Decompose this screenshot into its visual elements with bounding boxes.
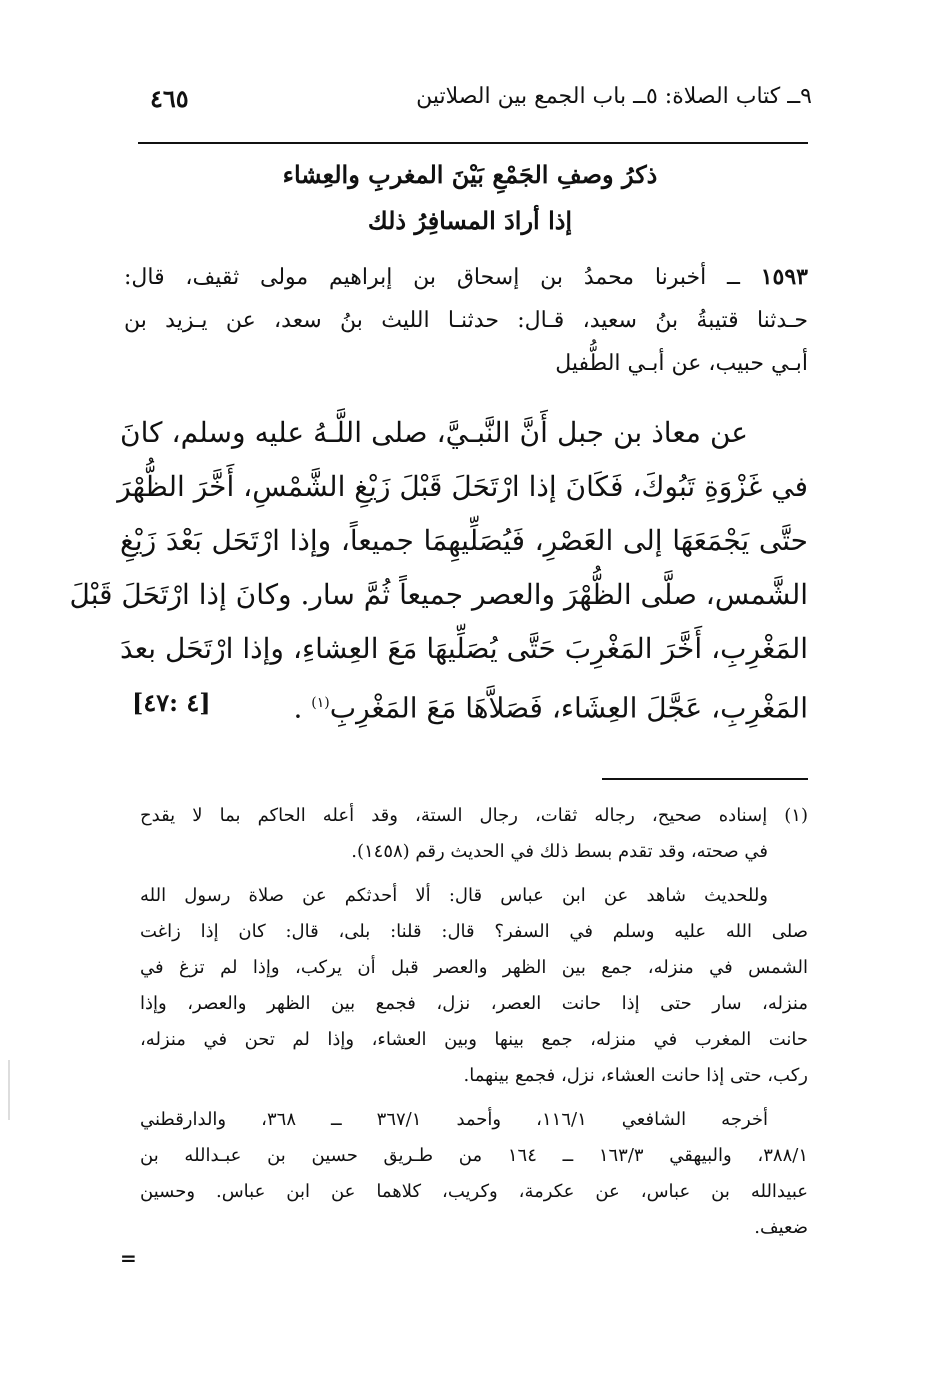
footnote-1-line-2: في صحته، وقد تقدم بسط ذلك في الحديث رقم (١٤٥٨). — [351, 841, 768, 862]
continuation-mark: = — [120, 1246, 137, 1270]
header-title: ٩ــ كتاب الصلاة: ٥ــ باب الجمع بين الصلاتين — [416, 84, 812, 109]
footnote-1-line-1: (١) إسناده صحيح، رجاله ثقات، رجال الستة، وقد أعله الحاكم بما لا يقدح — [140, 805, 808, 826]
header-rule — [138, 142, 808, 144]
matn-line-2: في غَزْوَةِ تَبُوكَ، فَكَانَ إذا ارْتَحَلَ قَبْلَ زَيْغِ الشَّمْسِ، أَخَّرَ الظُّهْرَ — [117, 470, 808, 503]
chain-line-2: حـدثنا قتيبةُ بنُ سعيد، قـال: حدثنـا الليث بنُ سعد، عن يـزيد بن — [124, 308, 808, 333]
chain-line-1 — [124, 256, 808, 299]
matn-line-6-text: المَغْرِبِ، عَجَّلَ العِشَاء، فَصَلاَّهَا مَعَ المَغْرِبِ — [329, 691, 808, 725]
hadith-reference: [٤ :٤٧] — [132, 688, 211, 717]
matn-line-6 — [120, 676, 808, 735]
takhrij-line-3: عبيدالله بن عباس، عن عكرمة، وكريب، كلاهما عن ابن عباس. وحسين — [140, 1181, 808, 1202]
hadith-text — [69, 406, 809, 735]
shahid-line-4: منزله، سار حتى إذا حانت العصر، نزل، فجمع بين الظهر والعصر، وإذا — [140, 993, 809, 1014]
footnote-1 — [140, 798, 808, 870]
matn-line-1: عن معاذ بن جبل أَنَّ النَّبـيَّ، صلى اللَّـهُ عليه وسلم، كانَ — [120, 416, 748, 449]
shahid-line-1: وللحديث شاهد عن ابن عباس قال: ألا أحدثكم عن صلاة رسول الله — [140, 885, 768, 906]
footnote-reference[interactable]: (١) — [311, 695, 330, 711]
section-heading — [140, 152, 800, 244]
footnotes — [140, 798, 808, 1254]
hadith-number: ١٥٩٣ — [760, 264, 808, 290]
chain-line-3: أبـي حبيب، عن أبـي الطُّفيل — [555, 351, 808, 376]
hadith-chain — [124, 256, 808, 385]
matn-line-5: المَغْرِبِ، أَخَّرَ المَغْرِبَ حَتَّى يُصَلِّيهَا مَعَ العِشاءِ، وإذا ارْتَحَل بعدَ — [120, 632, 809, 665]
footnote-separator — [602, 778, 808, 780]
chain-line-1-text: ــ أخبرنا محمدُ بن إسحاق بن إبراهيم مولى ثقيف، قال: — [124, 265, 740, 290]
takhrij-line-4: ضعيف. — [754, 1217, 808, 1238]
matn-line-4: الشَّمس، صلَّى الظُّهْرَ والعصر جميعاً ثُمَّ سار. وكانَ إذا ارْتَحَلَ قَبْلَ — [69, 578, 808, 611]
takhrij-line-1: أخرجه الشافعي ١١٦/١، وأحمد ٣٦٧/١ ــ ٣٦٨، والدارقطني — [140, 1109, 769, 1130]
takhrij-line-2: ٣٨٨/١، والبيهقي ١٦٣/٣ ــ ١٦٤ من طـريق حسين بن عبـدالله بن — [140, 1145, 808, 1166]
matn-end: . — [293, 691, 303, 725]
page-number: ٤٦٥ — [150, 84, 189, 113]
margin-mark — [8, 1060, 10, 1120]
shahid-line-5: حانت المغرب في منزله، جمع بينها وبين العشاء، وإذا لم تحن في منزله، — [140, 1029, 808, 1050]
shahid-line-6: ركب، حتى إذا حانت العشاء، نزل، فجمع بينهما. — [463, 1065, 808, 1086]
section-heading-line-1: ذكرُ وصفِ الجَمْعِ بَيْنَ المغربِ والعِشاء — [282, 160, 658, 189]
shahid-line-2: صلى الله عليه وسلم في السفر؟ قال: قلنا: بلى، قال: كان إذا زاغت — [140, 921, 808, 942]
running-header — [150, 84, 812, 124]
section-heading-line-2: إذا أرادَ المسافِرُ ذلك — [367, 206, 573, 235]
footnote-shahid — [140, 878, 808, 1094]
footnote-takhrij — [140, 1102, 808, 1246]
matn-line-3: حتَّى يَجْمَعَهَا إلى العَصْرِ، فَيُصَلِّيهِمَا جميعاً، وإذا ارْتَحَل بَعْدَ زَيْغِ — [120, 524, 808, 557]
shahid-line-3: الشمس في منزله، جمع بين الظهر والعصر قبل أن يركب، وإذا لم تزغ في — [140, 957, 808, 978]
